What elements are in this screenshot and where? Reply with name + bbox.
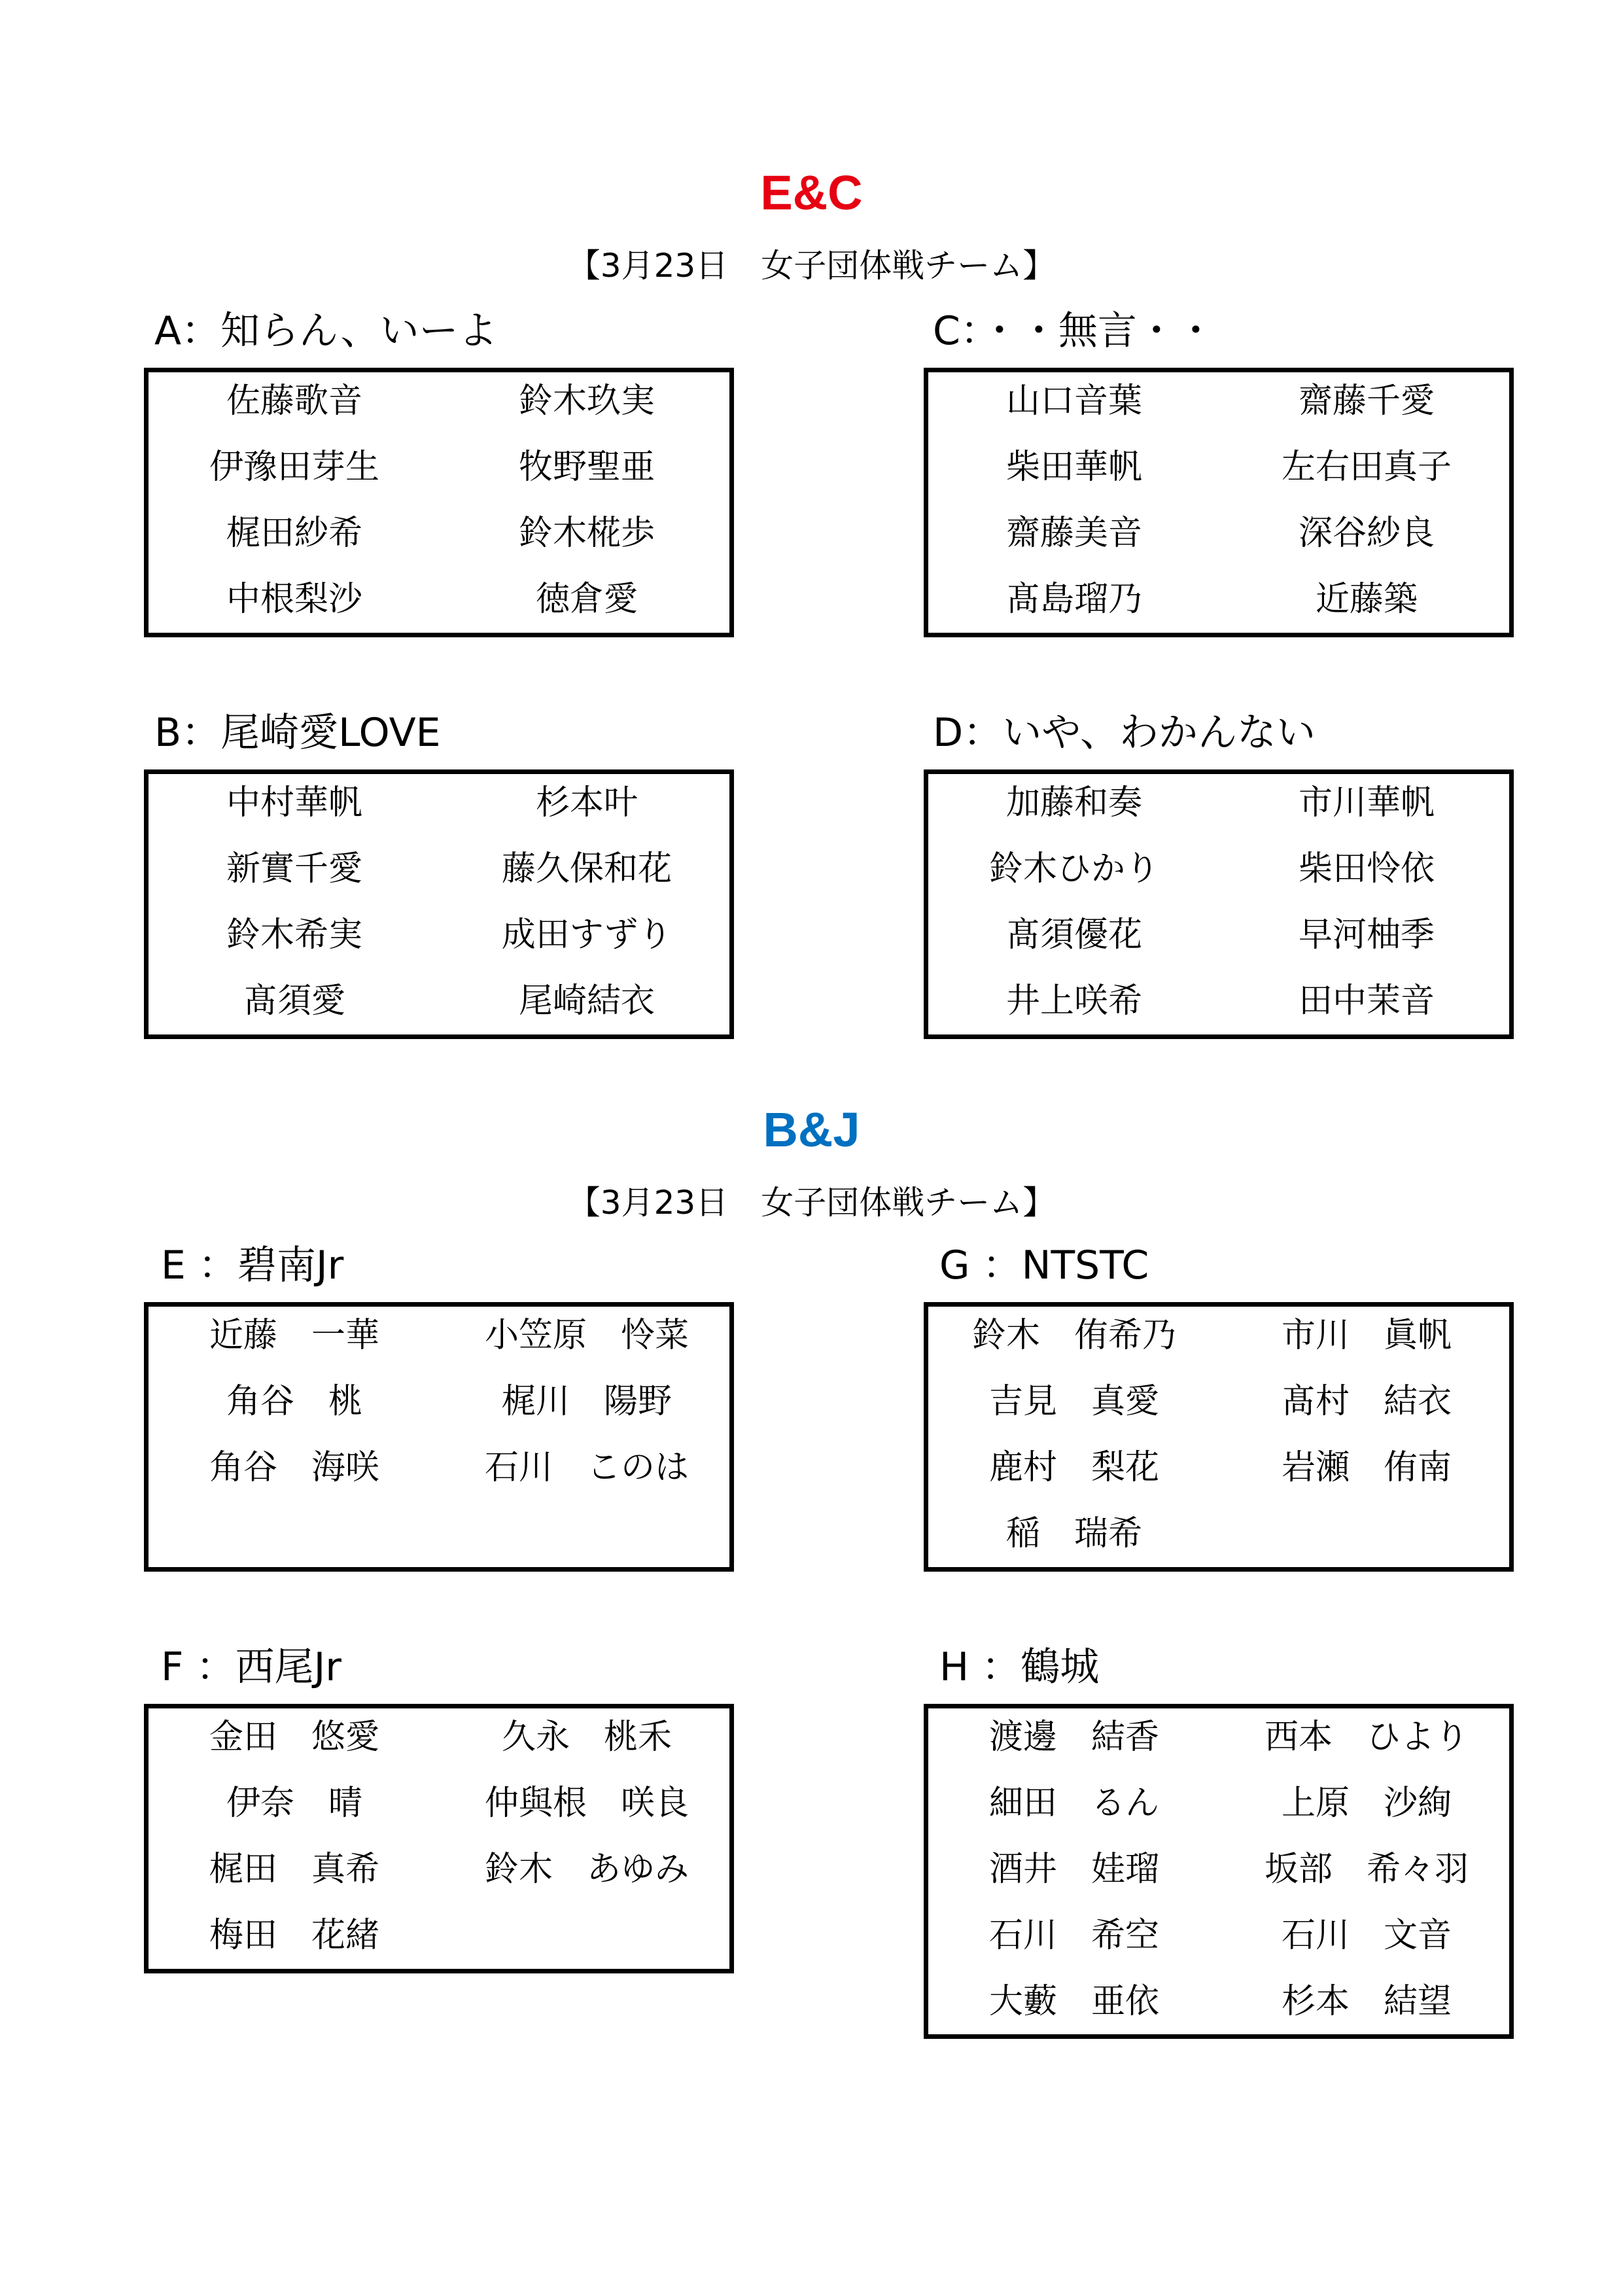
ec-section-title: E&C <box>760 166 863 220</box>
team-member: 尾崎結衣 <box>518 981 655 1021</box>
team-member: 上原 沙絢 <box>1281 1784 1452 1823</box>
team-e-label: E ：碧南Jr <box>161 1243 344 1288</box>
team-member: 髙須優花 <box>1005 915 1142 955</box>
team-member: 角谷 海咲 <box>209 1448 379 1487</box>
team-member: 市川 眞帆 <box>1281 1316 1452 1355</box>
team-member: 坂部 希々羽 <box>1264 1850 1469 1889</box>
team-g-label: G ：NTSTC <box>939 1243 1149 1288</box>
team-f-label: F ：西尾Jr <box>161 1644 341 1690</box>
team-member: 田中茉音 <box>1298 981 1435 1021</box>
team-member: 石川 文音 <box>1281 1916 1452 1955</box>
team-member: 市川華帆 <box>1298 783 1435 822</box>
team-member: 鈴木玖実 <box>518 381 655 421</box>
team-member: 徳倉愛 <box>535 580 638 619</box>
team-a-box <box>144 368 734 637</box>
team-member: 髙須愛 <box>243 981 345 1021</box>
team-member: 鈴木 あゆみ <box>484 1850 689 1889</box>
team-member: 小笠原 怜菜 <box>484 1316 689 1355</box>
team-member: 牧野聖亜 <box>518 448 655 487</box>
team-member: 細田 るん <box>988 1784 1159 1823</box>
team-member: 山口音葉 <box>1005 381 1142 421</box>
team-member: 石川 希空 <box>988 1916 1159 1955</box>
team-member: 柴田華帆 <box>1005 448 1142 487</box>
team-member: 久永 桃禾 <box>501 1718 672 1757</box>
team-member: 早河柚季 <box>1298 915 1435 955</box>
team-member: 井上咲希 <box>1005 981 1142 1021</box>
team-member: 角谷 桃 <box>226 1382 362 1421</box>
team-member: 岩瀬 侑南 <box>1281 1448 1452 1487</box>
team-e-box <box>144 1302 734 1572</box>
team-f-box <box>144 1704 734 1973</box>
team-c-box <box>924 368 1514 637</box>
team-member: 髙村 結衣 <box>1281 1382 1452 1421</box>
team-member: 藤久保和花 <box>501 849 672 889</box>
team-member: 酒井 娃瑠 <box>988 1850 1159 1889</box>
team-d-label: D：いや、わかんない <box>933 710 1316 756</box>
team-member: 仲與根 咲良 <box>484 1784 689 1823</box>
team-member: 鈴木椛歩 <box>518 514 655 553</box>
team-member: 鈴木 侑希乃 <box>971 1316 1176 1355</box>
team-member: 西本 ひより <box>1264 1718 1469 1757</box>
team-member: 稲 瑞希 <box>1005 1514 1142 1553</box>
team-member: 鈴木ひかり <box>988 849 1159 889</box>
team-member: 渡邊 結香 <box>988 1718 1159 1757</box>
team-member: 柴田怜依 <box>1298 849 1435 889</box>
team-member: 吉見 真愛 <box>988 1382 1159 1421</box>
team-b-box <box>144 769 734 1039</box>
team-member: 梶田 真希 <box>209 1850 379 1889</box>
team-member: 梶田紗希 <box>226 514 362 553</box>
team-member: 伊豫田芽生 <box>209 448 379 487</box>
team-member: 深谷紗良 <box>1298 514 1435 553</box>
ec-section-subtitle: 【3月23日 女子団体戦チーム】 <box>567 247 1056 285</box>
team-member: 伊奈 晴 <box>226 1784 362 1823</box>
team-b-label: B：尾崎愛LOVE <box>154 710 441 756</box>
team-member: 石川 このは <box>484 1448 689 1487</box>
team-h-box <box>924 1704 1514 2039</box>
team-c-label: C：・・無言・・ <box>933 308 1215 354</box>
team-member: 左右田真子 <box>1281 448 1452 487</box>
team-member: 梶川 陽野 <box>501 1382 672 1421</box>
team-member: 佐藤歌音 <box>226 381 362 421</box>
team-member: 中根梨沙 <box>226 580 362 619</box>
team-member: 加藤和奏 <box>1005 783 1142 822</box>
team-member: 髙島瑠乃 <box>1005 580 1142 619</box>
team-member: 齋藤千愛 <box>1298 381 1435 421</box>
team-member: 成田すずり <box>501 915 672 955</box>
team-member: 新實千愛 <box>226 849 362 889</box>
team-member: 杉本 結望 <box>1281 1982 1452 2021</box>
team-member: 杉本叶 <box>535 783 638 822</box>
team-member: 近藤 一華 <box>209 1316 379 1355</box>
team-a-label: A：知らん、いーよ <box>154 308 498 354</box>
team-h-label: H ：鶴城 <box>939 1644 1100 1690</box>
team-member: 鈴木希実 <box>226 915 362 955</box>
bj-section-title: B&J <box>763 1103 860 1157</box>
team-member: 金田 悠愛 <box>209 1718 379 1757</box>
bj-section-subtitle: 【3月23日 女子団体戦チーム】 <box>567 1184 1056 1222</box>
team-member: 大藪 亜依 <box>988 1982 1159 2021</box>
team-g-box <box>924 1302 1514 1572</box>
team-member: 中村華帆 <box>226 783 362 822</box>
team-member: 齋藤美音 <box>1005 514 1142 553</box>
team-member: 鹿村 梨花 <box>988 1448 1159 1487</box>
team-d-box <box>924 769 1514 1039</box>
team-member: 近藤築 <box>1315 580 1418 619</box>
team-member: 梅田 花緒 <box>209 1916 379 1955</box>
